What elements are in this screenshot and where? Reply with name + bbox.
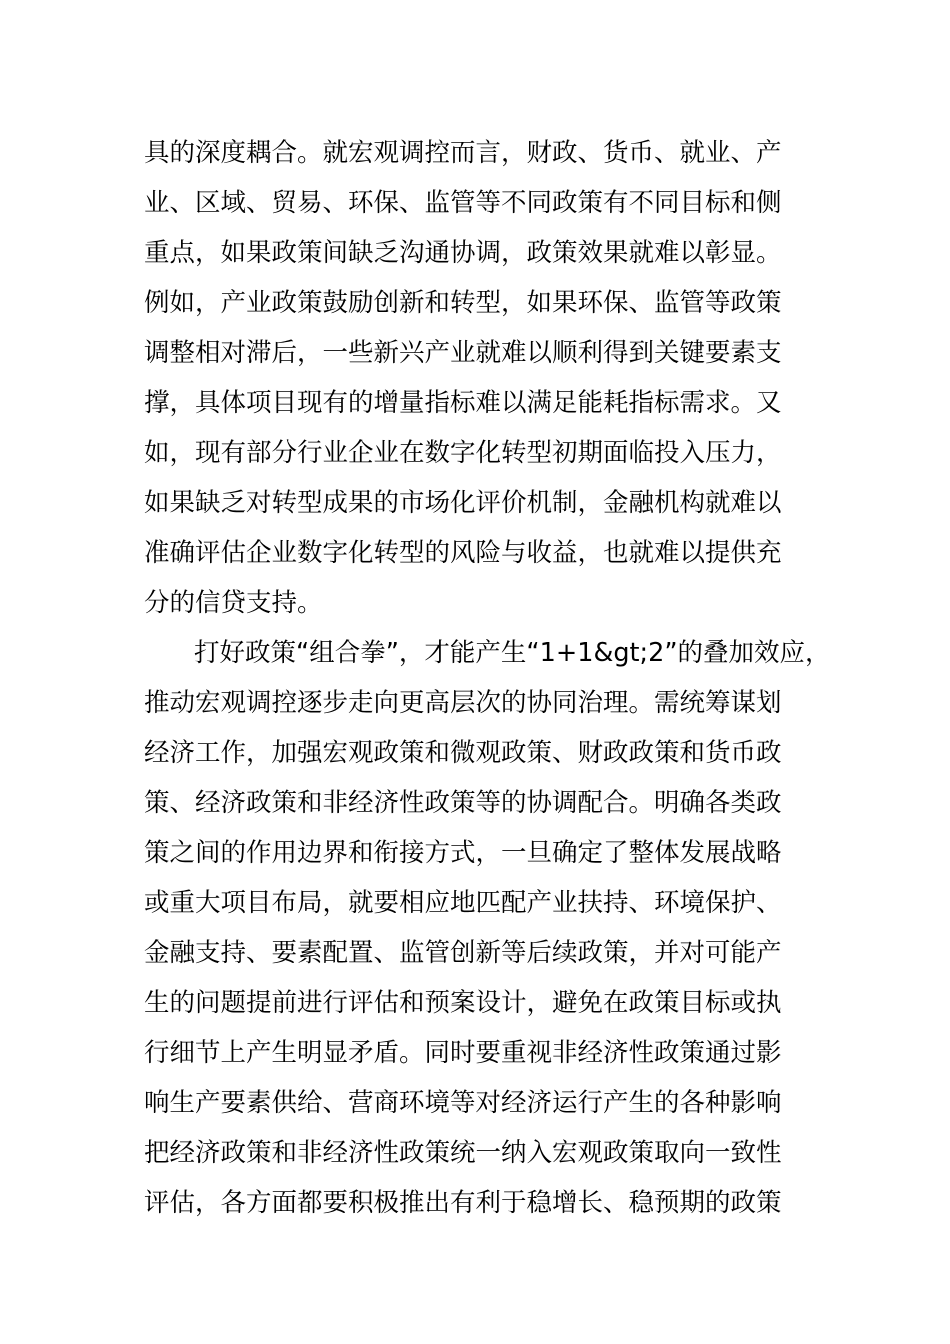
- text-line: 分的信贷支持。: [144, 588, 323, 618]
- text-line: 生的问题提前进行评估和预案设计，避免在政策目标或执: [144, 988, 782, 1018]
- text-line: 具的深度耦合。就宏观调控而言，财政、货币、就业、产: [144, 138, 782, 168]
- text-line: 推动宏观调控逐步走向更高层次的协同治理。需统筹谋划: [144, 688, 782, 718]
- text-line: 例如，产业政策鼓励创新和转型，如果环保、监管等政策: [144, 288, 782, 318]
- text-line: 把经济政策和非经济性政策统一纳入宏观政策取向一致性: [144, 1138, 782, 1168]
- text-line: 如，现有部分行业企业在数字化转型初期面临投入压力，: [144, 438, 782, 468]
- text-line: 评估，各方面都要积极推出有利于稳增长、稳预期的政策: [144, 1188, 782, 1218]
- text-line: 经济工作，加强宏观政策和微观政策、财政政策和货币政: [144, 738, 782, 768]
- text-line: 调整相对滞后，一些新兴产业就难以顺利得到关键要素支: [144, 338, 782, 368]
- text-line: 策、经济政策和非经济性政策等的协调配合。明确各类政: [144, 788, 782, 818]
- text-line: 或重大项目布局，就要相应地匹配产业扶持、环境保护、: [144, 888, 782, 918]
- text-line: 准确评估企业数字化转型的风险与收益，也就难以提供充: [144, 538, 782, 568]
- paragraph-first-line: 打好政策“组合拳”，才能产生“1+1&gt;2”的叠加效应，: [194, 638, 831, 668]
- body-text: [144, 128, 831, 1228]
- text-line: 如果缺乏对转型成果的市场化评价机制，金融机构就难以: [144, 488, 782, 518]
- text-line: 撑，具体项目现有的增量指标难以满足能耗指标需求。又: [144, 388, 782, 418]
- text-line: 策之间的作用边界和衔接方式，一旦确定了整体发展战略: [144, 838, 782, 868]
- text-line: 行细节上产生明显矛盾。同时要重视非经济性政策通过影: [144, 1038, 782, 1068]
- text-line: 响生产要素供给、营商环境等对经济运行产生的各种影响: [144, 1088, 782, 1118]
- text-line: 业、区域、贸易、环保、监管等不同政策有不同目标和侧: [144, 188, 782, 218]
- text-line: 金融支持、要素配置、监管创新等后续政策，并对可能产: [144, 938, 782, 968]
- text-line: 重点，如果政策间缺乏沟通协调，政策效果就难以彰显。: [144, 238, 782, 268]
